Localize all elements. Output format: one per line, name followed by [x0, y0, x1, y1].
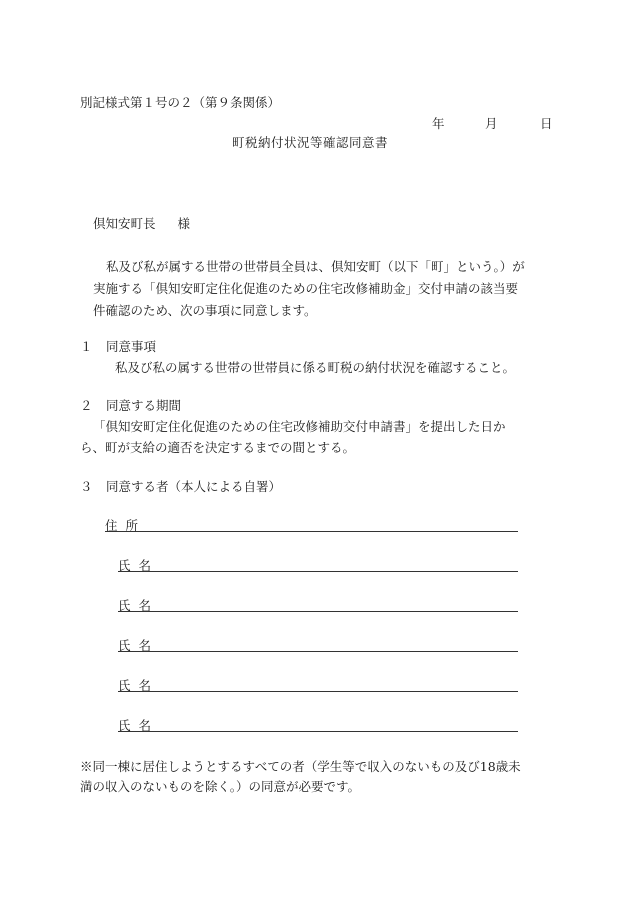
date-month-label: 月	[485, 116, 498, 131]
section-2-body-line: ら、町が支給の適否を決定するまでの間とする。	[80, 440, 356, 455]
addressee-name: 倶知安町長	[93, 216, 156, 231]
section-2-number: ２	[80, 398, 93, 413]
address-signature-line[interactable]	[105, 531, 518, 532]
address-label: 住所	[105, 517, 147, 533]
date-day-label: 日	[540, 116, 553, 131]
name-label: 氏名	[118, 717, 160, 733]
name-signature-line[interactable]	[118, 731, 518, 732]
name-signature-line[interactable]	[118, 571, 518, 572]
document-title: 町税納付状況等確認同意書	[232, 135, 389, 150]
section-2-heading	[80, 400, 181, 413]
form-number: 別記様式第１号の２（第９条関係）	[80, 95, 281, 110]
section-3-number: ３	[80, 479, 93, 494]
name-label: 氏名	[118, 597, 160, 613]
intro-paragraph	[80, 256, 555, 322]
name-signature-line[interactable]	[118, 611, 518, 612]
footnote	[80, 757, 560, 797]
section-2-title: 同意する期間	[106, 398, 182, 413]
section-1-title: 同意事項	[106, 339, 157, 354]
name-signature-line[interactable]	[118, 691, 518, 692]
addressee	[93, 218, 190, 231]
footnote-line: ※同一棟に居住しようとするすべての者（学生等で収入のないもの及び18歳未	[80, 759, 521, 774]
intro-line: 件確認のため、次の事項に同意します。	[93, 303, 317, 318]
name-label: 氏名	[118, 557, 160, 573]
section-3-heading	[80, 481, 281, 494]
name-label: 氏名	[118, 637, 160, 653]
name-label: 氏名	[118, 677, 160, 693]
footnote-line: 満の収入のないものを除く。）の同意が必要です。	[80, 779, 361, 794]
section-1-heading	[80, 341, 156, 354]
name-signature-line[interactable]	[118, 651, 518, 652]
addressee-honorific: 様	[177, 216, 191, 231]
date-year-label: 年	[432, 116, 445, 131]
section-2-body-line: 「倶知安町定住化促進のための住宅改修補助交付申請書」を提出した日か	[93, 419, 506, 434]
intro-line: 私及び私が属する世帯の世帯員全員は、倶知安町（以下「町」という。）が	[106, 259, 525, 274]
section-3-title: 同意する者（本人による自署）	[106, 479, 282, 494]
intro-line: 実施する「倶知安町定住化促進のための住宅改修補助金」交付申請の該当要	[93, 281, 519, 296]
section-1-number: １	[80, 339, 93, 354]
section-1-body: 私及び私の属する世帯の世帯員に係る町税の納付状況を確認すること。	[115, 360, 516, 375]
